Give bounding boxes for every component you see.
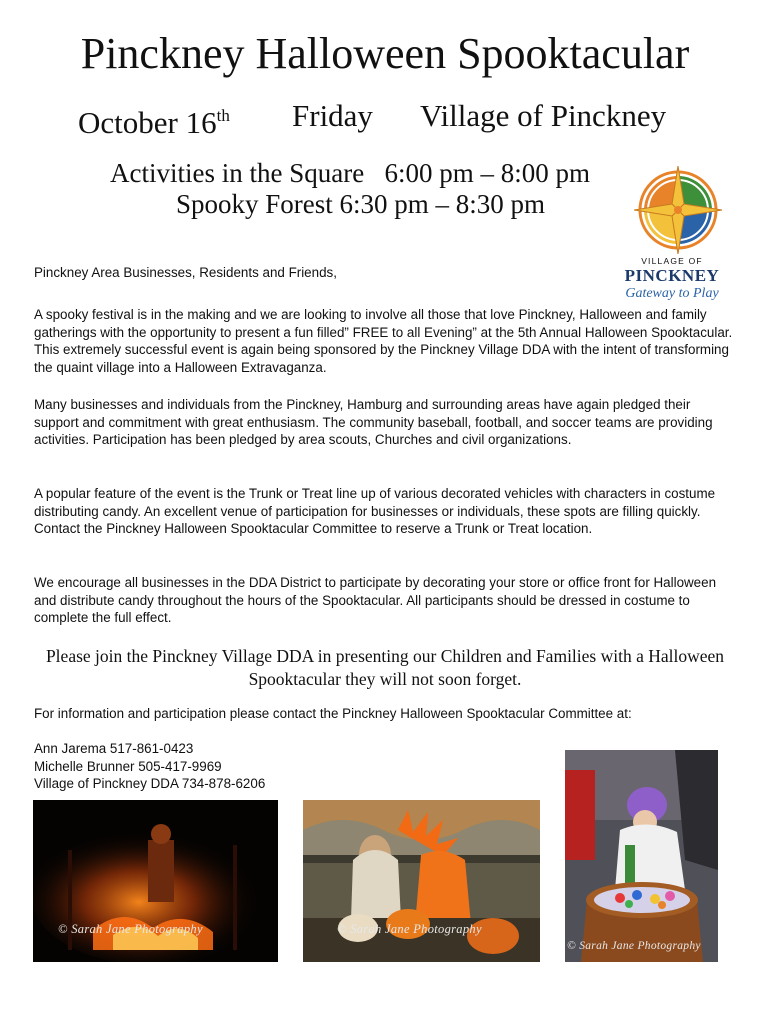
contact-intro: For information and participation please contact the Pinckney Halloween Spooktacular Committee at: — [34, 706, 632, 721]
event-date: October 16th — [78, 105, 230, 140]
pumpkin-scene-image — [303, 800, 540, 962]
contact-item: Village of Pinckney DDA 734-878-6206 — [34, 776, 266, 791]
logo-small-text: VILLAGE OF — [641, 256, 703, 266]
contact-item: Michelle Brunner 505-417-9969 — [34, 758, 222, 774]
paragraph-support: Many businesses and individuals from the Pinckney, Hamburg and surrounding areas have again pledged their support and commitment with great enthusiasm. The community baseball, football, and soccer teams are providing activities. Participation has been pledged by area scouts, Churches and civil organizations. — [34, 397, 713, 447]
paragraph-intro: A spooky festival is in the making and we are looking to involve all those that love Pinckney, Halloween and family gatherings with the opportunity to present a fun filled” FREE to all Evening” at the 5th Annual Halloween Spooktacular. This extremely successful event is again being sponsored by the Pinckney Village DDA with the intent of transforming the quaint village into a Halloween Extravaganza. — [34, 307, 733, 375]
photo-credit: © Sarah Jane Photography — [337, 922, 482, 936]
forest-time: Spooky Forest 6:30 pm – 8:30 pm — [176, 189, 546, 219]
photo-credit: © Sarah Jane Photography — [58, 922, 203, 936]
photo-credit: © Sarah Jane Photography — [567, 940, 701, 952]
compass-icon — [634, 166, 722, 254]
fire-scene-image — [33, 800, 278, 962]
paragraph-trunk-or-treat: A popular feature of the event is the Trunk or Treat line up of various decorated vehicles with characters in costume distributing candy. An excellent venue of participation for businesses or individuals, these spots are filling quickly. Contact the Pinckney Halloween Spooktacular Committee to reserve a Trunk or Treat location. — [34, 486, 716, 536]
logo-name: PINCKNEY — [624, 266, 720, 285]
photo-fire-scene — [33, 800, 278, 962]
closing-statement: Please join the Pinckney Village DDA in presenting our Children and Families with a Halloween Spooktacular they will not soon forget. — [45, 646, 725, 689]
event-day: Friday — [292, 98, 373, 133]
date-suffix: th — [216, 106, 230, 125]
candy-scene-image — [565, 750, 718, 962]
activities-time: Activities in the Square 6:00 pm – 8:00 pm — [110, 158, 590, 188]
paragraph-businesses: We encourage all businesses in the DDA District to participate by decorating your store or office front for Halloween and distribute candy throughout the hours of the Spooktacular. All participants should be dressed in costume to complete the full effect. — [34, 575, 717, 625]
salutation: Pinckney Area Businesses, Residents and Friends, — [34, 265, 337, 280]
photo-candy-basket — [565, 750, 718, 962]
event-location: Village of Pinckney — [420, 98, 667, 133]
village-logo — [620, 166, 724, 306]
page-title: Pinckney Halloween Spooktacular — [80, 29, 690, 78]
contact-item: Ann Jarema 517-861-0423 — [34, 741, 194, 756]
photo-pumpkin-carving — [303, 800, 540, 962]
logo-tagline: Gateway to Play — [625, 286, 719, 301]
